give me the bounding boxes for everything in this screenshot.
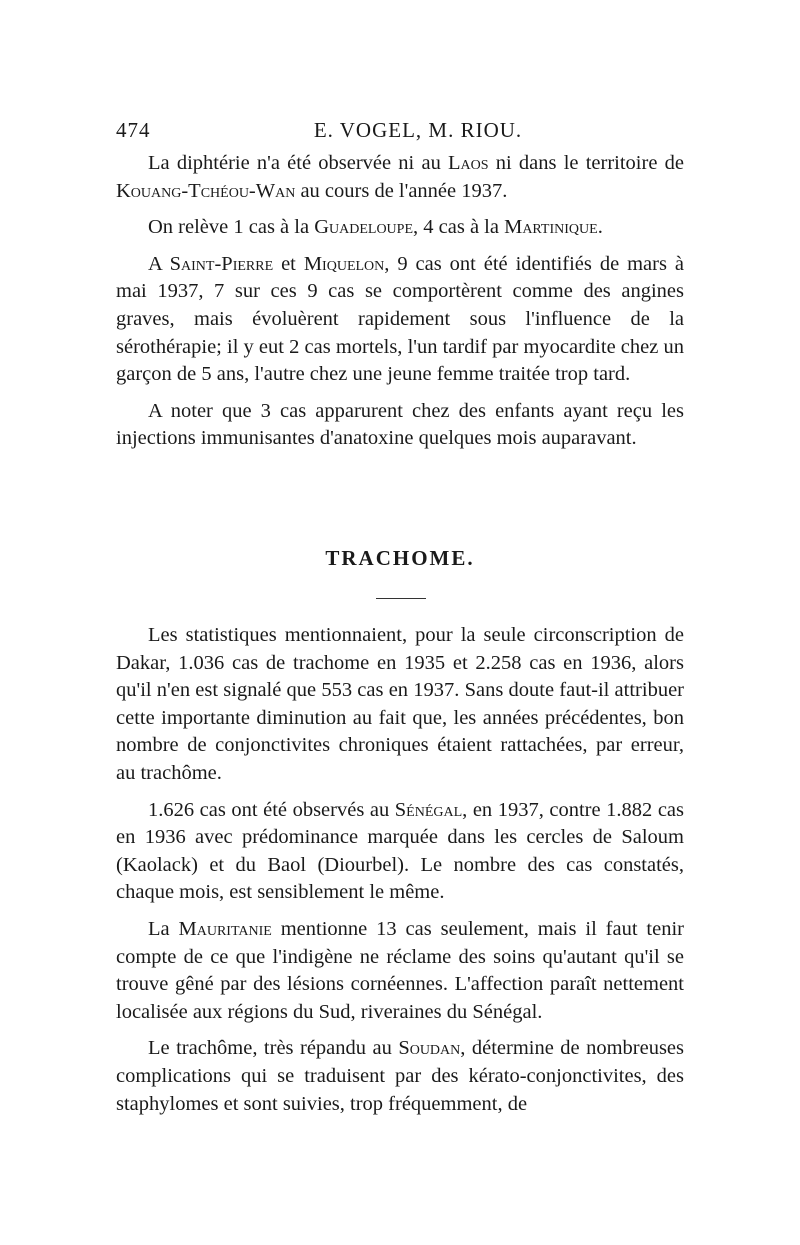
text-run: A	[148, 252, 170, 275]
place-name: Laos	[448, 152, 489, 174]
place-name: Martinique	[504, 216, 598, 239]
text-run: mentionne 13 cas seulement, mais il faut tenir compte de ce que l'indigène ne réclame des soins qu'autant qu'il se trouve gêné par des lésions cornéennes. L'affection paraît nettement localisée aux régions du Sud, riveraines du Sénégal.	[116, 917, 684, 1023]
place-name: Kouang-Tchéou-Wan	[116, 179, 296, 202]
page-number: 474	[116, 118, 151, 142]
text-run: , 9 cas ont été identifiés de mars à mai 1937, 7 sur ces 9 cas se comportèrent comme des angines graves, mais évoluèrent rapidement sous l'influence de la sérothérapie; il y eut 2 cas mortels, l'un tardif par myocardite chez un garçon de 5 ans, l'autre chez une jeune femme traitée trop tard.	[116, 252, 684, 386]
paragraph	[116, 398, 684, 453]
place-name: Soudan	[398, 1037, 461, 1060]
place-name: Sénégal	[394, 798, 463, 821]
text-run: , en 1937, contre 1.882 cas en 1936 avec prédominance marquée dans les cercles de Saloum (Kaolack) et du Baol (Diourbel). Le nombre des cas constatés, chaque mois, est sensiblement le même.	[116, 798, 684, 904]
paragraph	[116, 214, 684, 242]
text-run: La diphtérie n'a été observée ni au	[148, 152, 449, 174]
text-run: , détermine de nombreuses complications qui se traduisent par des kérato-conjonctivites, des staphylomes et sont suivies, trop fréquemment, de	[116, 1037, 685, 1115]
place-name: Saint-Pierre	[169, 252, 274, 275]
text-run: .	[597, 216, 603, 239]
text-run: Les statistiques mentionnaient, pour la seule circonscription de Dakar, 1.036 cas de trachome en 1935 et 2.258 cas en 1936, alors qu'il n'en est signalé que 553 cas en 1937. Sans doute faut-il attribuer cette importante diminution au fait que, les années précédentes, bon nombre de conjonctivites chroniques étaient rattachées, par erreur, au trachôme.	[116, 624, 684, 784]
intro-section	[116, 150, 684, 462]
text-run: 1.626 cas ont été observés au	[148, 798, 395, 821]
text-run: A noter que 3 cas apparurent chez des enfants ayant reçu les injections immunisantes d'anatoxine quelques mois auparavant.	[116, 399, 684, 450]
text-run: au cours de l'année 1937.	[295, 179, 508, 202]
paragraph	[116, 797, 684, 907]
running-head	[116, 118, 690, 148]
text-run: , 4 cas à la	[413, 216, 505, 239]
section-divider	[376, 598, 426, 599]
paragraph	[116, 1035, 684, 1118]
text-run: et	[273, 252, 304, 275]
paragraph	[116, 150, 684, 205]
paragraph	[116, 622, 684, 788]
place-name: Mauritanie	[178, 917, 272, 940]
paragraph	[116, 251, 684, 389]
text-run: ni dans le territoire de	[488, 152, 684, 174]
text-run: Le trachôme, très répandu au	[148, 1037, 399, 1060]
section-title: TRACHOME.	[325, 546, 475, 570]
running-head-authors: E. VOGEL, M. RIOU.	[313, 118, 523, 142]
place-name: Guadeloupe	[314, 216, 414, 239]
text-run: On relève 1 cas à la	[148, 216, 315, 239]
paragraph	[116, 916, 684, 1026]
place-name: Miquelon	[303, 252, 385, 275]
trachome-section	[116, 622, 684, 1127]
text-run: La	[148, 917, 179, 940]
